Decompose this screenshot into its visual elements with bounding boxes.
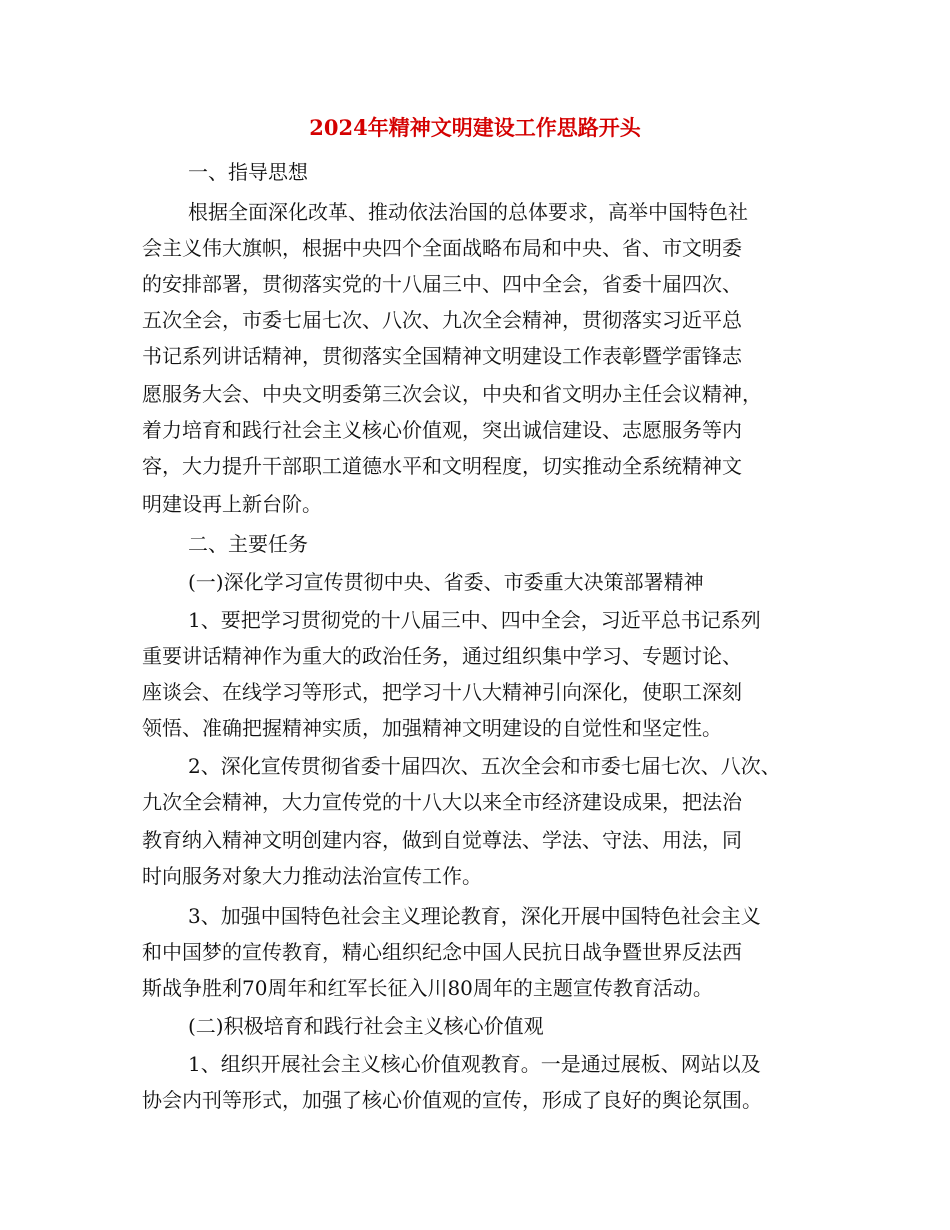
paragraph-line: 五次全会，市委七届七次、八次、九次全会精神，贯彻落实习近平总 <box>142 308 742 332</box>
paragraph-line: 协会内刊等形式，加强了核心价值观的宣传，形成了良好的舆论氛围。 <box>142 1088 762 1112</box>
paragraph-line: 和中国梦的宣传教育，精心组织纪念中国人民抗日战争暨世界反法西 <box>142 940 742 964</box>
paragraph-line: 1、组织开展社会主义核心价值观教育。一是通过展板、网站以及 <box>188 1052 761 1076</box>
paragraph-line: 明建设再上新台阶。 <box>142 492 322 516</box>
paragraph-line: 着力培育和践行社会主义核心价值观，突出诚信建设、志愿服务等内 <box>142 418 742 442</box>
paragraph-line: 3、加强中国特色社会主义理论教育，深化开展中国特色社会主义 <box>188 904 761 928</box>
heading-guiding-thought: 一、指导思想 <box>188 160 308 184</box>
paragraph-line: 书记系列讲话精神，贯彻落实全国精神文明建设工作表彰暨学雷锋志 <box>142 344 742 368</box>
paragraph-line: 领悟、准确把握精神实质，加强精神文明建设的自觉性和坚定性。 <box>142 716 722 740</box>
heading-main-tasks: 二、主要任务 <box>188 532 308 556</box>
paragraph-line: 的安排部署，贯彻落实党的十八届三中、四中全会，省委十届四次、 <box>142 272 742 296</box>
paragraph-line: 重要讲话精神作为重大的政治任务，通过组织集中学习、专题讨论、 <box>142 644 742 668</box>
paragraph-line: 九次全会精神，大力宣传党的十八大以来全市经济建设成果，把法治 <box>142 790 742 814</box>
subheading-task-1: (一)深化学习宣传贯彻中央、省委、市委重大决策部署精神 <box>188 570 704 594</box>
paragraph-line: 容，大力提升干部职工道德水平和文明程度，切实推动全系统精神文 <box>142 454 742 478</box>
paragraph-line: 座谈会、在线学习等形式，把学习十八大精神引向深化，使职工深刻 <box>142 680 742 704</box>
paragraph-line: 斯战争胜利70周年和红军长征入川80周年的主题宣传教育活动。 <box>142 976 713 1000</box>
paragraph-line: 时向服务对象大力推动法治宣传工作。 <box>142 864 482 888</box>
document-title: 2024年精神文明建设工作思路开头 <box>309 115 641 140</box>
paragraph-line: 2、深化宣传贯彻省委十届四次、五次全会和市委七届七次、八次、 <box>188 754 781 778</box>
paragraph-line: 根据全面深化改革、推动依法治国的总体要求，高举中国特色社 <box>188 200 748 224</box>
subheading-task-2: (二)积极培育和践行社会主义核心价值观 <box>188 1014 544 1038</box>
paragraph-line: 1、要把学习贯彻党的十八届三中、四中全会，习近平总书记系列 <box>188 608 761 632</box>
paragraph-line: 教育纳入精神文明创建内容，做到自觉尊法、学法、守法、用法，同 <box>142 828 742 852</box>
paragraph-line: 会主义伟大旗帜，根据中央四个全面战略布局和中央、省、市文明委 <box>142 236 742 260</box>
paragraph-line: 愿服务大会、中央文明委第三次会议，中央和省文明办主任会议精神， <box>142 382 762 406</box>
